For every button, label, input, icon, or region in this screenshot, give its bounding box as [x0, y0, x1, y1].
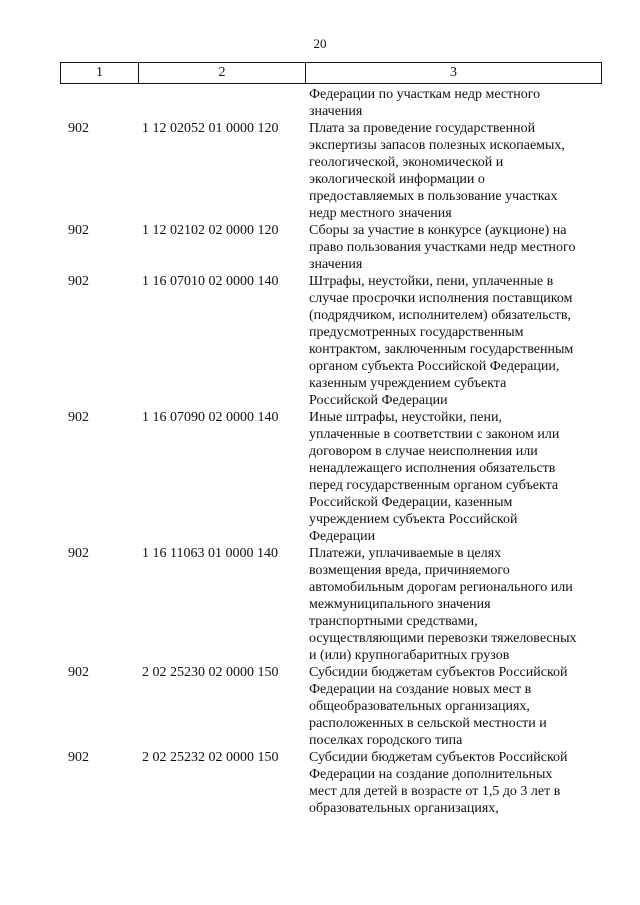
description-line: предоставляемых в пользование участках [309, 189, 558, 204]
description-line: Субсидии бюджетам субъектов Российской [309, 750, 568, 765]
description-line: осуществляющими перевозки тяжеловесных [309, 631, 577, 646]
description-line: общеобразовательных организациях, [309, 699, 530, 714]
description-line: значения [309, 104, 363, 119]
description-line: геологической, экономической и [309, 155, 504, 170]
description-line: мест для детей в возрасте от 1,5 до 3 лет в [309, 784, 561, 799]
description-line: Федерации [309, 529, 376, 544]
description-line: Субсидии бюджетам субъектов Российской [309, 665, 568, 680]
description-cell [305, 120, 602, 222]
description-line: Плата за проведение государственной [309, 121, 536, 136]
description-line: учреждением субъекта Российской [309, 512, 518, 527]
admin-code-cell: 902 [68, 274, 89, 289]
description-line: Платежи, уплачиваемые в целях [309, 546, 502, 561]
table-body [60, 86, 602, 817]
description-line: органом субъекта Российской Федерации, [309, 359, 560, 374]
admin-code-cell: 902 [68, 121, 89, 136]
page-number: 20 [313, 36, 327, 51]
table-row [60, 273, 602, 409]
admin-code-cell: 902 [68, 223, 89, 238]
description-line: Сборы за участие в конкурсе (аукционе) на [309, 223, 567, 238]
description-line: Федерации по участкам недр местного [309, 87, 541, 102]
admin-code-cell: 902 [68, 546, 89, 561]
description-line: право пользования участками недр местного [309, 240, 576, 255]
description-line: образовательных организациях, [309, 801, 499, 816]
table-row-continuation [60, 86, 602, 120]
admin-code-cell: 902 [68, 665, 89, 680]
description-line: поселках городского типа [309, 733, 463, 748]
revenue-code-cell: 1 16 07090 02 0000 140 [142, 410, 279, 425]
description-line: (подрядчиком, исполнителем) обязательств, [309, 308, 571, 323]
description-cell [305, 545, 602, 664]
description-cell [305, 273, 602, 409]
admin-code-cell [60, 86, 138, 120]
table-row [60, 749, 602, 817]
description-line: Иные штрафы, неустойки, пени, [309, 410, 502, 425]
description-line: предусмотренных государственным [309, 325, 524, 340]
header-col-3: 3 [450, 65, 457, 80]
table-row [60, 664, 602, 749]
description-line: договором в случае неисполнения или [309, 444, 538, 459]
description-line: ненадлежащего исполнения обязательств [309, 461, 556, 476]
header-col-1: 1 [61, 63, 139, 83]
description-cell [305, 664, 602, 749]
table-row [60, 120, 602, 222]
description-cell [305, 86, 602, 120]
description-line: контрактом, заключенным государственным [309, 342, 574, 357]
revenue-code-cell: 1 12 02052 01 0000 120 [142, 121, 279, 136]
table-row [60, 409, 602, 545]
description-line: межмуниципального значения [309, 597, 491, 612]
description-line: перед государственным органом субъекта [309, 478, 559, 493]
revenue-code-cell [138, 86, 305, 120]
description-cell [305, 749, 602, 817]
revenue-code-cell: 2 02 25230 02 0000 150 [142, 665, 279, 680]
description-line: транспортными средствами, [309, 614, 478, 629]
description-line: Российской Федерации [309, 393, 448, 408]
revenue-code-cell: 1 12 02102 02 0000 120 [142, 223, 279, 238]
description-line: и (или) крупногабаритных грузов [309, 648, 510, 663]
description-line: автомобильным дорогам регионального или [309, 580, 573, 595]
description-line: Федерации на создание новых мест в [309, 682, 532, 697]
revenue-code-cell: 1 16 07010 02 0000 140 [142, 274, 279, 289]
table-header [60, 62, 602, 84]
admin-code-cell: 902 [68, 410, 89, 425]
revenue-code-cell: 2 02 25232 02 0000 150 [142, 750, 279, 765]
description-line: расположенных в сельской местности и [309, 716, 547, 731]
description-line: экспертизы запасов полезных ископаемых, [309, 138, 565, 153]
description-cell [305, 409, 602, 545]
description-line: Российской Федерации, казенным [309, 495, 513, 510]
description-cell [305, 222, 602, 273]
header-col-2: 2 [139, 63, 306, 83]
revenue-code-cell: 1 16 11063 01 0000 140 [142, 546, 278, 561]
description-line: недр местного значения [309, 206, 452, 221]
admin-code-cell: 902 [68, 750, 89, 765]
table-row [60, 545, 602, 664]
description-line: возмещения вреда, причиняемого [309, 563, 510, 578]
description-line: Федерации на создание дополнительных [309, 767, 553, 782]
description-line: случае просрочки исполнения поставщиком [309, 291, 573, 306]
description-line: казенным учреждением субъекта [309, 376, 507, 391]
table-row [60, 222, 602, 273]
description-line: значения [309, 257, 363, 272]
description-line: Штрафы, неустойки, пени, уплаченные в [309, 274, 554, 289]
description-line: уплаченные в соответствии с законом или [309, 427, 560, 442]
description-line: экологической информации о [309, 172, 485, 187]
